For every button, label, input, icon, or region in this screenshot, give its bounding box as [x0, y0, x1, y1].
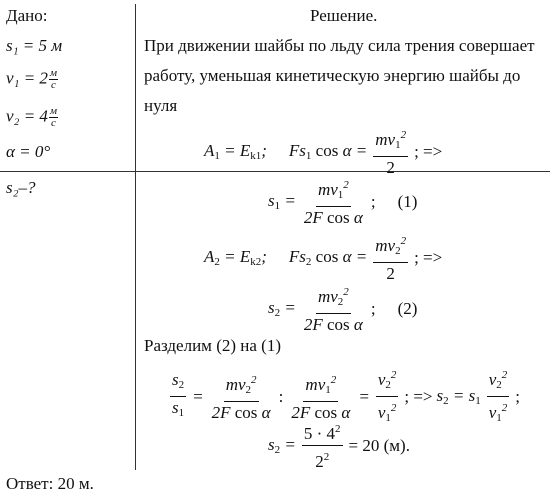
equation-tag-1: (1) [397, 191, 418, 211]
intro-line-3: нуля [144, 96, 178, 115]
given-v2-unit: $\frac{м}{с}$ [49, 105, 57, 129]
given-v1-unit: $\frac{м}{с}$ [49, 67, 57, 91]
given-alpha: α = 0° [6, 142, 51, 161]
given-v1-value: v₁ = 2 [6, 68, 48, 88]
equation-a2: $A_2 = E_{k2}$; $Fs_2$ cos α = $\frac{mv_2^2}{2}$ ; => [204, 232, 442, 283]
given-title: Дано: [6, 6, 48, 25]
given-v2 [6, 106, 58, 129]
equation-result: $s_2$ = $\frac{5 \cdot 4^2}{2^2}$ = 20 (м). [268, 420, 410, 471]
given-find: s₂–? [6, 178, 36, 197]
equation-s2: $s_2$ = $\frac{mv_2^2}{\text{2F cos α}}$ ; (2) [268, 283, 417, 334]
intro-line-2: работу, уменьшая кинетическую энергию шайбы до [144, 66, 521, 85]
equation-tag-2: (2) [397, 298, 418, 318]
given-v2-value: v₂ = 4 [6, 106, 48, 126]
given-s1: s₁ = 5 м [6, 36, 63, 55]
equation-ratio: $\frac{s_2}{s_1}$ = $\frac{mv_2^2}{\text{2F cos α}}$ : $\frac{mv_1^2}{\text{2F cos α}}$ = $\frac{v_2^2}{v_1^2}$ ; => $s_2 = s_1$ $\frac{v_2^2}{v_1^2}$ ; [168, 366, 520, 427]
given-v1 [6, 68, 58, 91]
answer: Ответ: 20 м. [6, 474, 94, 493]
equation-a1: $A_1 = E_{k1}$; $Fs_1$ cos α = $\frac{mv_1^2}{2}$ ; => [204, 126, 442, 177]
intro-line-1: При движении шайбы по льду сила трения совершает [144, 36, 535, 55]
equation-s1: $s_1$ = $\frac{mv_1^2}{\text{2F cos α}}$ ; (1) [268, 176, 417, 227]
column-divider [135, 4, 136, 470]
divide-text: Разделим (2) на (1) [144, 336, 281, 355]
solution-title: Решение. [310, 6, 378, 25]
